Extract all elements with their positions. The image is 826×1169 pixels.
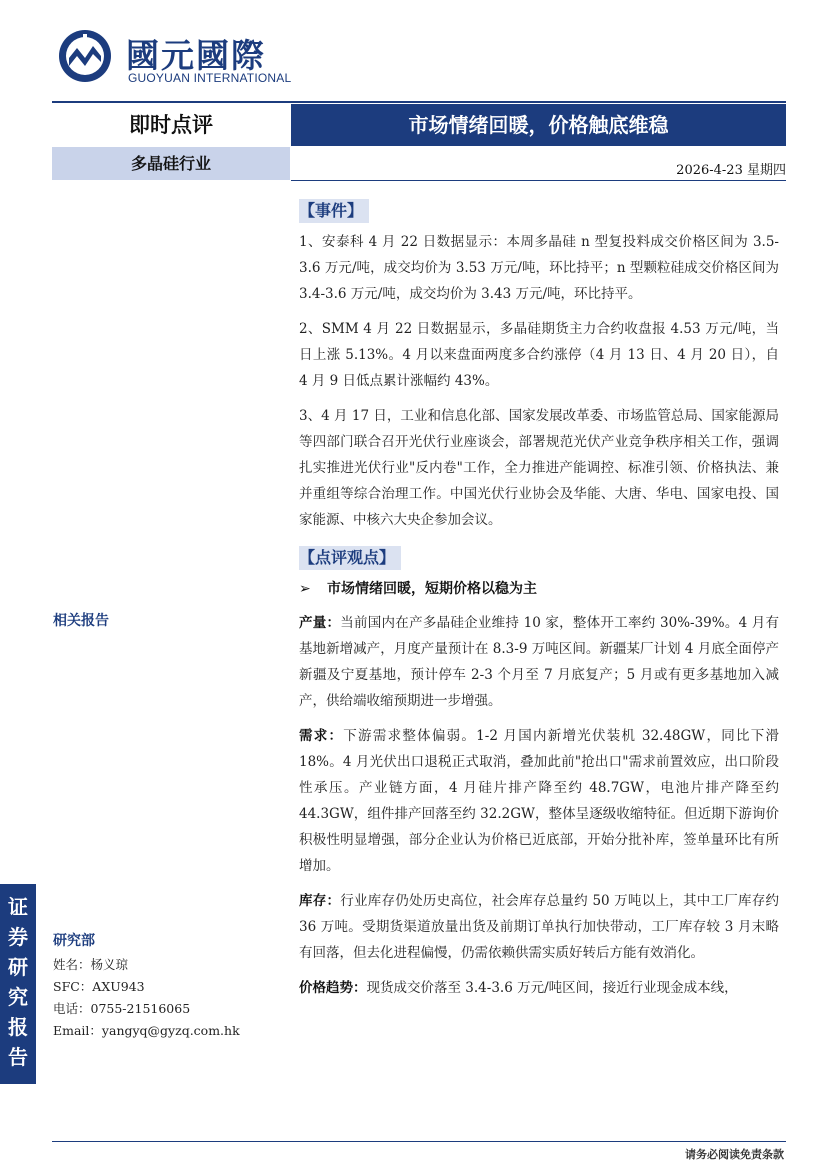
vertical-char: 报 [8, 1015, 28, 1039]
paragraph-text: 当前国内在产多晶硅企业维持 10 家，整体开工率约 30%-39%。4 月有基地新增减产，月度产量预计在 8.3-9 万吨区间。新疆某厂计划 4 月底全面停产新疆及宁夏基地，预计停车 2-3 个月至 7 月底复产；5 月或有更多基地加入减产，供给端收缩预期进一步增强。 [299, 615, 779, 709]
analyst-phone: 电话：0755-21516065 [53, 1001, 191, 1016]
paragraph-text: 行业库存仍处历史高位，社会库存总量约 50 万吨以上，其中工厂库存约 36 万吨。受期货渠道放量出货及前期订单执行加快带动，工厂库存较 3 月末略有回落，但去化进程偏慢，仍需依赖供需实质好转后方能有效消化。 [299, 893, 780, 961]
logo-chinese-name: 國元國際 [126, 36, 266, 75]
footer-rule [52, 1141, 786, 1142]
vertical-char: 究 [8, 985, 28, 1009]
paragraph-label: 需求： [299, 728, 344, 744]
report-date: 2026-4-23 星期四 [676, 163, 786, 178]
disclaimer-note[interactable]: 请务必阅读免责条款 [685, 1148, 784, 1161]
research-dept-heading: 研究部 [53, 933, 95, 949]
vertical-char: 证 [8, 895, 28, 919]
review-paragraph-production [299, 610, 779, 714]
header-rule [52, 101, 786, 103]
event-section-title: 【事件】 [299, 199, 369, 223]
securities-research-report-tab [0, 884, 36, 1084]
analyst-sfc: SFC：AXU943 [53, 979, 145, 994]
paragraph-label: 产量： [299, 615, 341, 631]
paragraph-text: 下游需求整体偏弱。1-2 月国内新增光伏装机 32.48GW，同比下滑 18%。4 月光伏出口退税正式取消，叠加此前"抢出口"需求前置效应，出口阶段性承压。产业链方面，4 月硅片排产降至约 48.7GW，电池片排产降至约 44.3GW，组件排产回落至约 32.2GW，整体呈逐级收缩特征。但近期下游询价积极性明显增强，部分企业认为价格已近底部，开始分批补库，签单量环比有所增加。 [299, 728, 779, 874]
review-subheading-text: 市场情绪回暖，短期价格以稳为主 [327, 581, 537, 597]
industry-label: 多晶硅行业 [52, 147, 290, 180]
header-sub-rule [291, 180, 786, 181]
review-section-title: 【点评观点】 [299, 546, 401, 570]
event-paragraph: 2、SMM 4 月 22 日数据显示，多晶硅期货主力合约收盘报 4.53 万元/吨，当日上涨 5.13%。4 月以来盘面两度多合约涨停（4 月 13 日、4 月 20 日），自 4 月 9 日低点累计涨幅约 43%。 [299, 321, 779, 389]
analyst-email[interactable]: Email：yangyq@gyzq.com.hk [53, 1023, 240, 1038]
review-paragraph-demand [299, 723, 779, 879]
paragraph-text: 现货成交价落至 3.4-3.6 万元/吨区间，接近行业现金成本线， [366, 980, 738, 996]
main-content [299, 199, 779, 1010]
report-type: 即时点评 [129, 113, 213, 137]
review-paragraph-inventory [299, 888, 779, 966]
logo-english-name: GUOYUAN INTERNATIONAL [128, 71, 292, 85]
analyst-name: 姓名：杨义琼 [53, 957, 129, 972]
event-paragraph: 1、安泰科 4 月 22 日数据显示：本周多晶硅 n 型复投料成交价格区间为 3.5-3.6 万元/吨，成交均价为 3.53 万元/吨，环比持平；n 型颗粒硅成交价格区间为 3.4-3.6 万元/吨，成交均价为 3.43 万元/吨，环比持平。 [299, 234, 779, 302]
guoyuan-logo-icon [57, 28, 113, 84]
vertical-char: 券 [8, 925, 28, 949]
review-paragraph-price-trend [299, 975, 779, 1001]
report-title: 市场情绪回暖，价格触底维稳 [291, 104, 786, 146]
related-reports-heading: 相关报告 [53, 613, 109, 629]
review-subheading [299, 578, 779, 600]
paragraph-label: 价格趋势： [299, 980, 367, 996]
paragraph-label: 库存： [299, 893, 341, 909]
vertical-char: 研 [8, 955, 28, 979]
arrow-bullet-icon: ➢ [299, 581, 311, 597]
vertical-char: 告 [8, 1045, 28, 1069]
event-paragraph: 3、4 月 17 日，工业和信息化部、国家发展改革委、市场监管总局、国家能源局等四部门联合召开光伏行业座谈会，部署规范光伏产业竞争秩序相关工作，强调扎实推进光伏行业"反内卷"工作，全力推进产能调控、标准引领、价格执法、兼并重组等综合治理工作。中国光伏行业协会及华能、大唐、华电、国家电投、国家能源、中核六大央企参加会议。 [299, 408, 779, 528]
